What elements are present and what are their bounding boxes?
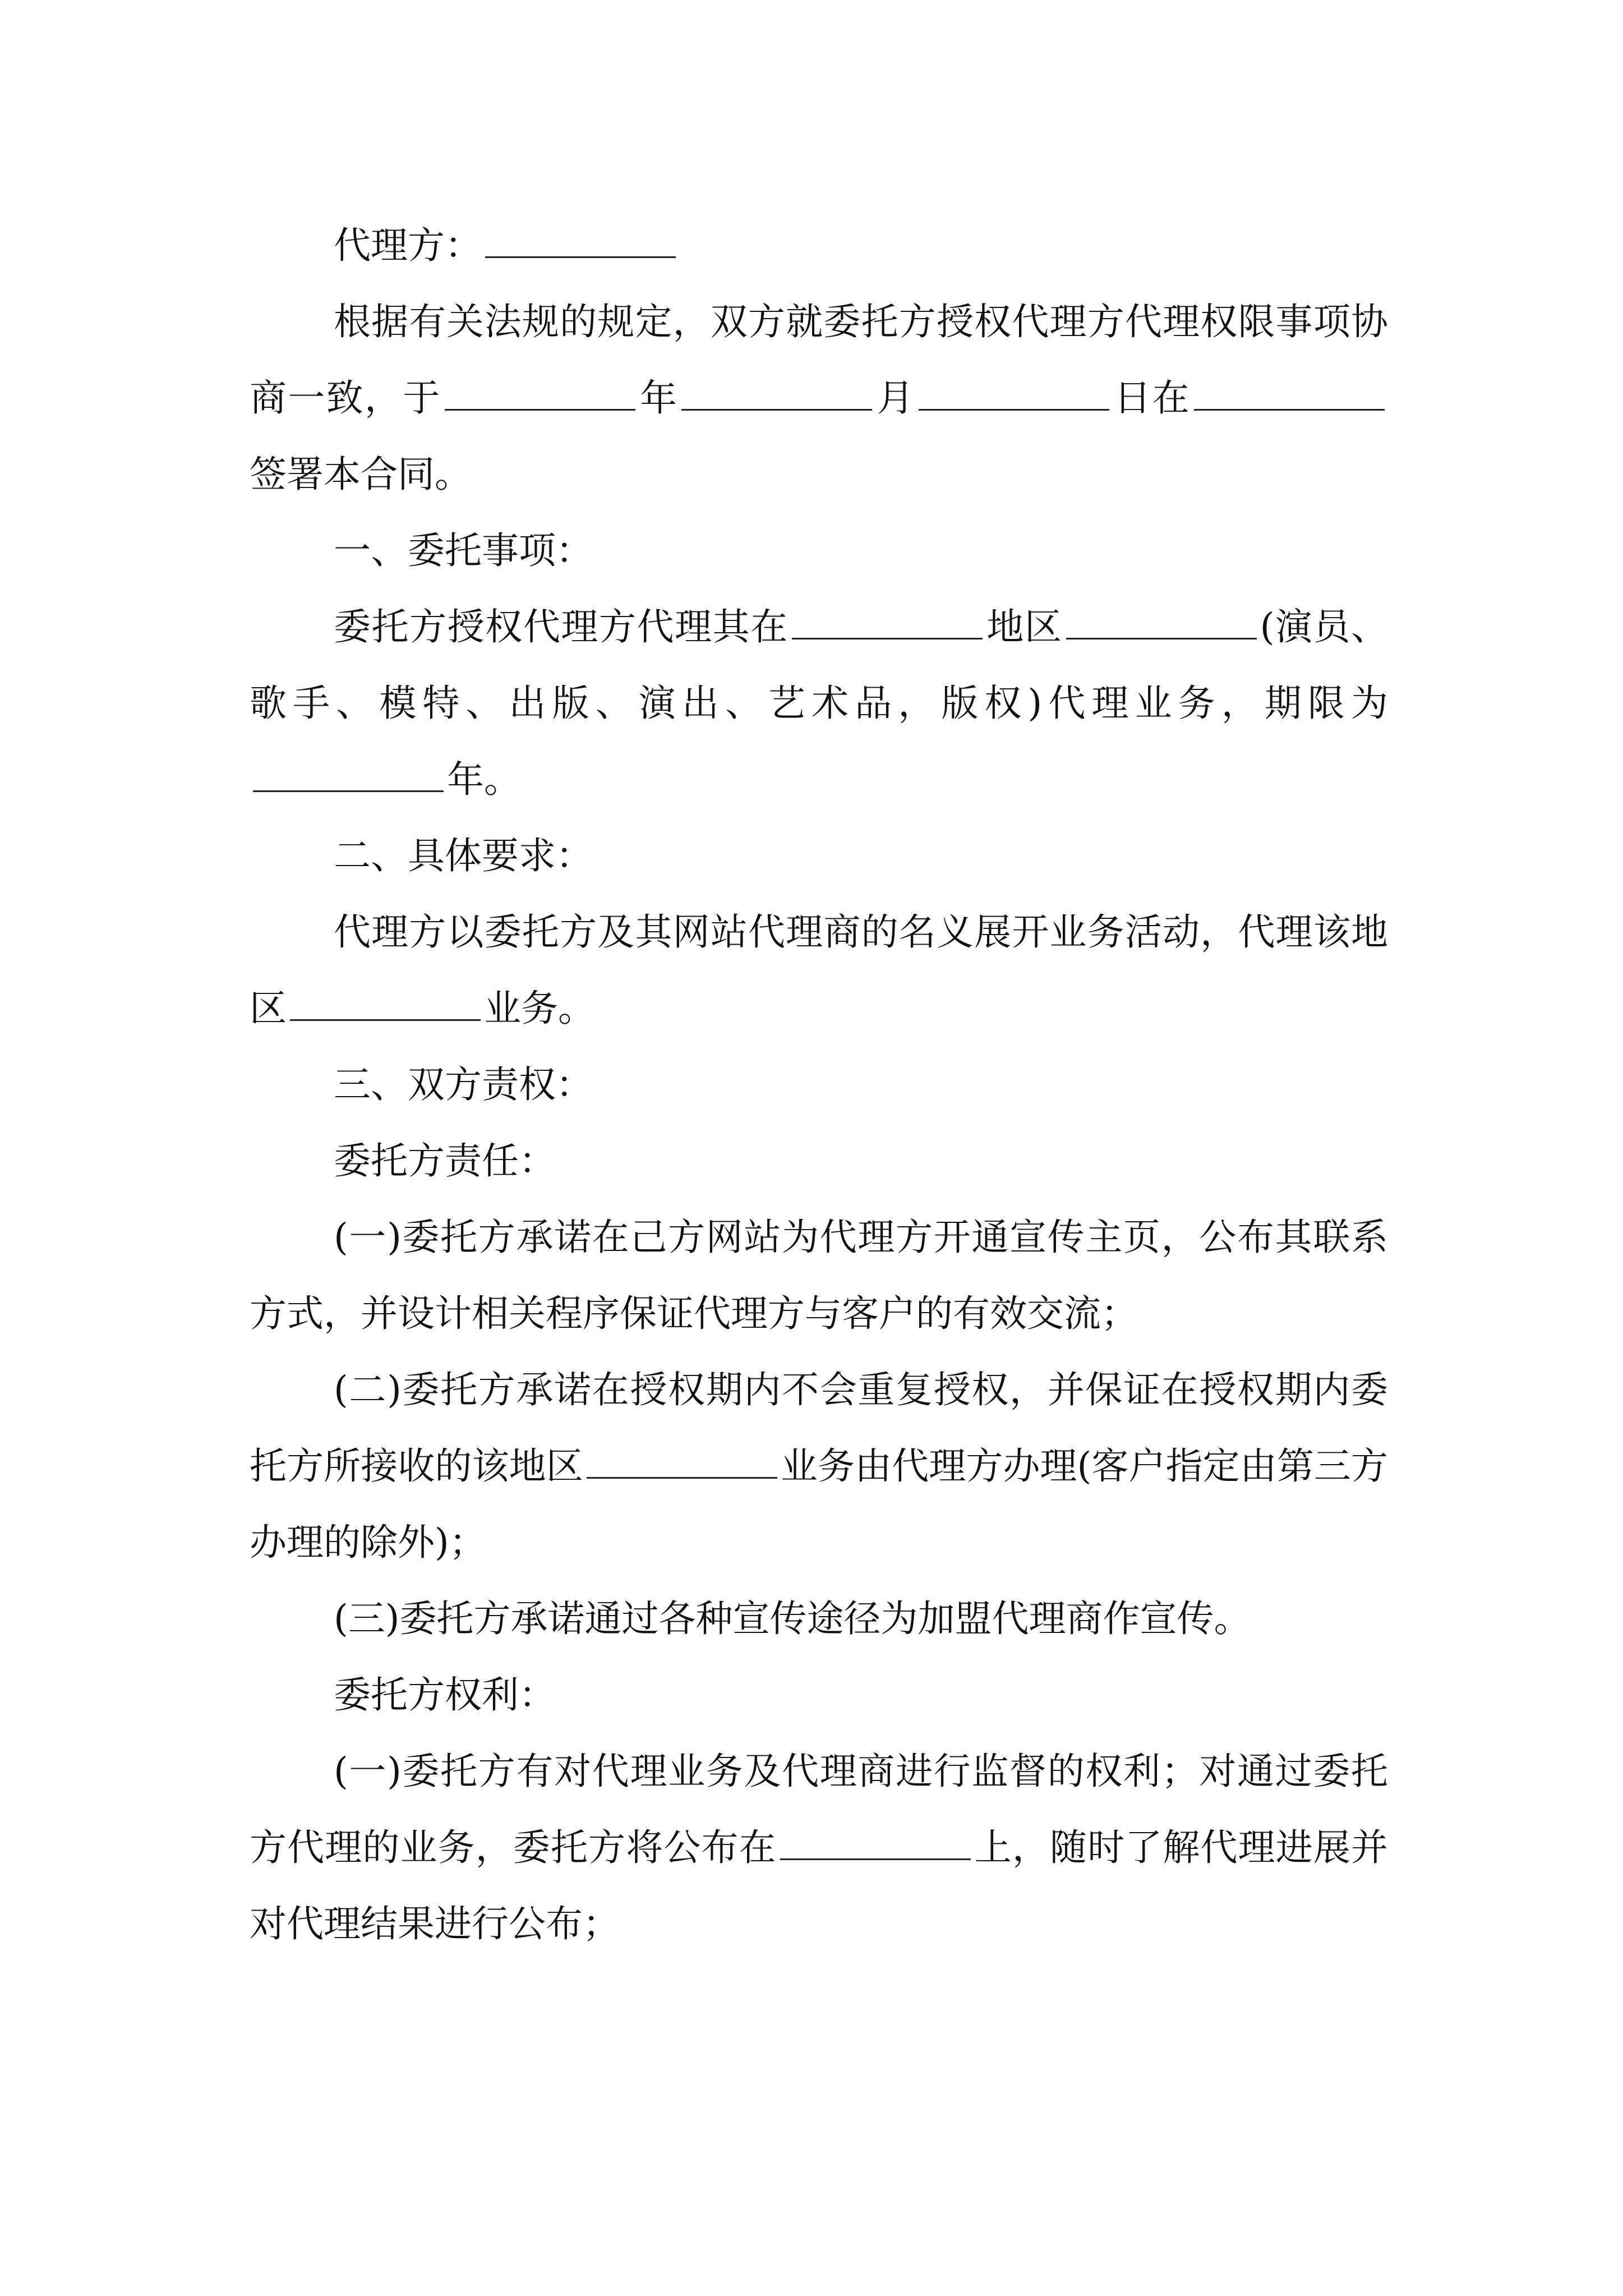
right-1: [250, 1733, 1388, 1962]
section1-text-4: 年。: [447, 758, 521, 801]
duty-2: [250, 1352, 1388, 1581]
month-label: 月: [875, 376, 916, 420]
duty-2-text-b: 业务由代理方办理(客户指定由第三方办理的除外)；: [250, 1444, 1389, 1564]
section1-text-1: 委托方授权代理方代理其在: [334, 605, 789, 648]
agent-party-label: 代理方：: [334, 224, 482, 267]
right-1-text-b: 上，随时了解代理进展并对代理结果进行公布；: [250, 1826, 1389, 1945]
agent-party-line: [250, 208, 1388, 284]
day-label: 日: [1113, 376, 1152, 420]
client-rights-heading: 委托方权利：: [334, 1673, 556, 1717]
section2-text-2: 业务。: [484, 987, 595, 1030]
section2-text-1: 代理方以委托方及其网站代理商的名义展开业务活动，代理该地区: [250, 910, 1388, 1030]
duty-3: (三)委托方承诺通过各种宣传途径为加盟代理商作宣传。: [334, 1597, 1251, 1640]
at-label: 在: [1152, 376, 1191, 420]
duty-2-blank[interactable]: [587, 1444, 777, 1479]
section1-body: [250, 589, 1388, 818]
year-blank[interactable]: [445, 376, 635, 411]
agent-party-blank[interactable]: [485, 224, 676, 258]
section2-body: [250, 894, 1388, 1047]
term-blank[interactable]: [253, 758, 444, 792]
sign-text: 签署本合同。: [250, 453, 472, 496]
intro-paragraph: [250, 284, 1388, 513]
right-1-blank[interactable]: [780, 1826, 971, 1860]
section2-heading: 二、具体要求：: [334, 834, 593, 877]
section1-text-2: 地区: [985, 605, 1063, 648]
section3-heading: 三、双方责权：: [334, 1063, 593, 1106]
duty-1: (一)委托方承诺在己方网站为代理方开通宣传主页，公布其联系方式，并设计相关程序保证代理方与客户的有效交流；: [250, 1216, 1388, 1335]
intro-text: 根据有关法规的规定，双方就委托方授权代理方代理权限事项协商一致，于: [250, 300, 1388, 420]
section1-text-3: (演员、歌手、模特、出版、演出、艺术品，版权)代理业务，期限为: [250, 605, 1389, 725]
contract-body: [250, 208, 1388, 1962]
client-duties-heading: 委托方责任：: [334, 1139, 556, 1182]
region-blank[interactable]: [792, 605, 983, 639]
right-1-text-a: (一)委托方有对代理业务及代理商进行监督的权利；对通过委托方代理的业务，委托方将公布在: [250, 1750, 1388, 1869]
year-label: 年: [638, 376, 679, 420]
month-blank[interactable]: [681, 376, 872, 411]
duty-2-text-a: (二)委托方承诺在授权期内不会重复授权，并保证在授权期内委托方所接收的该地区: [250, 1368, 1388, 1488]
section1-heading: 一、委托事项：: [334, 529, 593, 572]
category-blank[interactable]: [1066, 605, 1257, 639]
business-blank[interactable]: [290, 987, 481, 1021]
place-blank[interactable]: [1194, 376, 1385, 411]
day-blank[interactable]: [919, 376, 1109, 411]
